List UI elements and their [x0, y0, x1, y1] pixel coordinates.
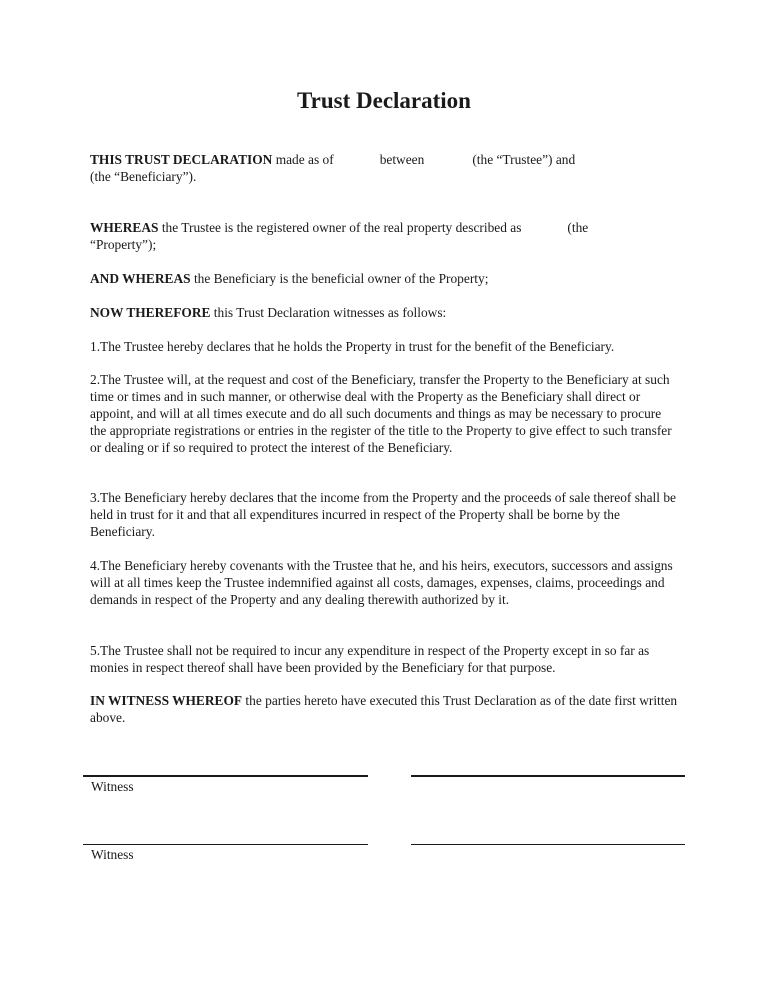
- intro-between: between: [379, 152, 425, 167]
- in-witness-heading: IN WITNESS WHEREOF: [90, 693, 243, 708]
- and-whereas-paragraph: [90, 270, 680, 287]
- whereas-the: (the: [567, 220, 589, 235]
- intro-made-as-of: made as of: [275, 152, 334, 167]
- in-witness-paragraph: [90, 692, 680, 726]
- intro-heading: THIS TRUST DECLARATION: [90, 152, 273, 167]
- intro-paragraph: [90, 151, 680, 185]
- whereas-paragraph: [90, 219, 680, 253]
- whereas-property: “Property”);: [90, 237, 157, 252]
- now-therefore-paragraph: [90, 304, 680, 321]
- intro-beneficiary: (the “Beneficiary”).: [90, 169, 197, 184]
- clause-4: 4.The Beneficiary hereby covenants with the Trustee that he, and his heirs, executors, successors and assigns will at all times keep the Trustee indemnified against all costs, damages, expenses, claims, proceedings and demands in respect of the Property and any dealing therewith authorized by it.: [90, 558, 673, 607]
- and-whereas-heading: AND WHEREAS: [90, 271, 191, 286]
- in-witness-text: the parties hereto have executed this Trust Declaration as of the date first written above.: [90, 693, 678, 725]
- now-therefore-heading: NOW THEREFORE: [90, 305, 211, 320]
- party-1-signature-line[interactable]: [411, 775, 685, 777]
- clause-2: 2.The Trustee will, at the request and cost of the Beneficiary, transfer the Property to the Beneficiary at such time or times and in such manner, or otherwise deal with the Property as the Beneficiary shall direct or appoint, and will at all times execute and do all such documents and things as may be necessary to procure the appropriate registrations or entries in the register of the title to the Property to give effect to such transfer or dealing or if so required to protect the interest of the Beneficiary.: [90, 372, 672, 455]
- witness-1-signature-line[interactable]: [83, 775, 368, 777]
- witness-2-label: Witness: [91, 847, 134, 862]
- intro-trustee: (the “Trustee”) and: [472, 152, 576, 167]
- clause-3: 3.The Beneficiary hereby declares that the income from the Property and the proceeds of sale thereof shall be held in trust for it and that all expenditures incurred in respect of the Property shall be borne by the Beneficiary.: [90, 490, 676, 539]
- now-therefore-text: this Trust Declaration witnesses as follows:: [213, 305, 447, 320]
- and-whereas-text: the Beneficiary is the beneficial owner of the Property;: [193, 271, 489, 286]
- witness-2-signature-line[interactable]: [83, 844, 368, 845]
- document-title: Trust Declaration: [297, 88, 471, 113]
- witness-1-label: Witness: [91, 779, 134, 794]
- clause-1: 1.The Trustee hereby declares that he holds the Property in trust for the benefit of the Beneficiary.: [90, 339, 615, 354]
- whereas-heading: WHEREAS: [90, 220, 159, 235]
- whereas-text: the Trustee is the registered owner of the real property described as: [161, 220, 522, 235]
- clause-5: 5.The Trustee shall not be required to incur any expenditure in respect of the Property except in so far as monies in respect thereof shall have been provided by the Beneficiary for that purpose.: [90, 643, 650, 675]
- party-2-signature-line[interactable]: [411, 844, 685, 845]
